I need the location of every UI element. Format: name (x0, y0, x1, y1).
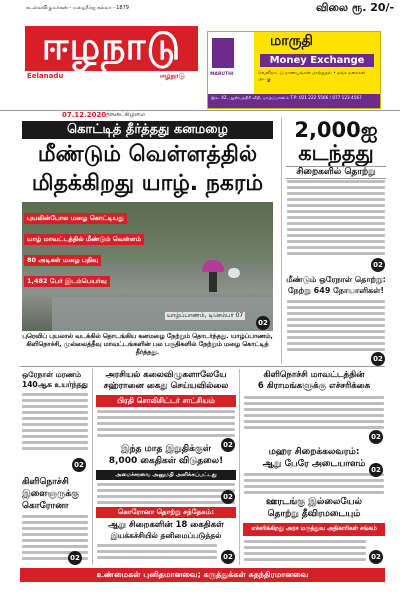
left2-headline-3: கொரோனா (22, 501, 69, 511)
right-mid-page: 02 (371, 352, 385, 366)
right-top-sub: சிறைகளில் தொற்று (286, 166, 386, 179)
right1-body (244, 396, 384, 432)
mid3-bar: கொரோனா தொற்று சந்தேகம்: (96, 507, 236, 518)
right1-headline-2: 6 கிராமங்களுக்கு எச்சரிக்கை (257, 381, 371, 391)
lead-page-number: 02 (256, 316, 270, 330)
mid3-body (97, 544, 217, 564)
right-mid-body (287, 300, 385, 354)
lead-kicker: கொட்டித் தீர்த்தது கனமழை (22, 121, 273, 139)
photo-umbrella (202, 260, 224, 272)
lead-headline-2: மிதக்கிறது யாழ். நகரம் (31, 171, 264, 196)
right2-headline-1: மஹர சிறைக்கலவரம்: (268, 447, 360, 457)
lead-summary: புரெவிப் புயலால் வடக்கில் தொடங்கிய கனமழை நேற்றும் தொடர்ந்தது. யாழ்ப்பாணம், கிளிநொச்சி, முல்லைத்தீவு மாவட்டங்களின் பல பகுதிகளில் நேற்றும் மழை கொட்டித் தீர்த்தது. (22, 333, 273, 357)
mid3-headline-2: இயக்கச்சியில் தனிமைப்படுத்தல் (110, 531, 222, 540)
lead-photo-caption: யாழ்ப்பாணம், டிசெம்பர் 07 (167, 312, 244, 319)
dateline-date: 07.12.2020 (62, 111, 107, 119)
left1-headline-2: 140ஆக உயர்ந்தது (22, 380, 88, 389)
mid2-headline-1: இந்த மாத இறுதிக்குள் (121, 444, 211, 454)
price: விலை ரூ. 20/- (316, 1, 395, 14)
masthead (25, 26, 198, 71)
lead-bullet: 1,482 பேர் இடம்பெயர்வு (24, 276, 110, 287)
right3-headline-2: தொற்று தீவிரமடையும் (267, 509, 361, 519)
right3-body (244, 540, 366, 564)
col-rule-2 (239, 369, 240, 565)
mid1-headline-2: சஹ்ரானை கைது செய்யவில்லை (103, 381, 229, 391)
right3-bar: எச்சரிக்கிறது அரச மருத்துவ அதிகாரிகள் சங்கம் (243, 523, 385, 536)
photo-rider (209, 272, 217, 292)
right-top-body (287, 180, 385, 258)
photo-umbrella-2 (228, 268, 240, 278)
lead-bullets (24, 205, 194, 287)
right3-headline-1: ஊரடங்கு இல்லையேல் (266, 497, 362, 507)
masthead-logo: ஈழநாடு (41, 24, 182, 68)
left1-body (22, 393, 88, 455)
right1-page: 02 (369, 430, 383, 444)
left1-page: 02 (72, 458, 86, 472)
mid3-headline-1: ஆறு சிறைகளின் 18 கைதிகள் (108, 520, 224, 530)
left2-headline-1: கிளிநொச்சி (22, 477, 69, 487)
dateline-day: திங்கட்கிழமை (106, 111, 146, 118)
right-top-page: 02 (371, 258, 385, 272)
footer-motto: உண்மைகள் புனிதமானவை; கருத்துக்கள் சுதந்திரமானவை (20, 568, 385, 582)
masthead-divider (0, 110, 400, 111)
col-rule-1 (92, 369, 93, 565)
right3-page: 02 (369, 550, 383, 564)
ad-photo-placeholder (212, 38, 234, 68)
ad-address: இல. 42, ஆஸ்பத்திரி வீதி, யாழ்ப்பாணம் T.P: 021 222 5566 / 077 123 4567 (208, 94, 380, 108)
top-small-text: கடல்லவிழுமக்கன் - மழைநீர்ஜ கல்லா - 1879 (26, 5, 129, 11)
right-mid-headline-2: நேற்று 649 நோயாளிகள்! (287, 286, 385, 295)
mid1-bar: பிரதி சொலிசிட்டர் சாட்சியம் (96, 395, 236, 407)
right1-headline-1: கிளிநொச்சி மாவட்டத்தின் (263, 370, 365, 380)
ad-brand: மாருதி (270, 33, 314, 49)
mid2-page: 02 (221, 490, 235, 504)
right-mid-headline-1: மீண்டும் ஒரேநாள் தொற்று: (286, 275, 386, 284)
mid3-page: 02 (221, 550, 235, 564)
left1-headline-1: ஒரேநாள் மரணம் (22, 370, 82, 379)
mid1-body (97, 410, 235, 438)
mid1-page: 02 (221, 438, 235, 452)
right2-headline-2: ஆறு பேரே அடையாளம் (262, 459, 366, 469)
ad-title: Money Exchange (260, 54, 374, 67)
lead-bullet: 80 அடிகள் மழை பதிவு (24, 255, 101, 266)
right-column-rule (281, 118, 282, 364)
right2-body (244, 473, 384, 495)
right-top-big: 2,000ஐ (294, 118, 378, 142)
lead-bullet: யாழ் மாவட்டத்தில் மீண்டும் வெள்ளம் (24, 234, 144, 245)
lead-bullet: புயலின்போல மழை கொட்டியது (24, 213, 127, 224)
mid2-body (97, 483, 235, 505)
mid2-bar: அமைச்சரவை அனுமதி அளிக்கப்பட்டது (96, 470, 236, 480)
ad-maruthi (207, 31, 381, 109)
masthead-sub-right: ஈழநாடு (160, 72, 185, 80)
left2-headline-2: இளைஞருக்கு (22, 489, 80, 499)
masthead-sub-left: Eelanadu (27, 72, 64, 80)
left2-page: 02 (68, 551, 82, 565)
lead-headline-1: மீண்டும் வெள்ளத்தில் (37, 142, 258, 167)
section-divider (20, 366, 385, 367)
right2-page: 02 (369, 463, 383, 477)
mid1-headline-1: அரசியல் கலைவிழுகளாலேயே (105, 370, 227, 380)
right-top-big2: கடந்தது (298, 141, 374, 165)
ad-lines: வெளிநாட்டு நாணயங்கள் மாற்றுதல் • தங்க நகைகள் அடகு (258, 71, 366, 82)
mid2-headline-2: 8,000 கைதிகள் விடுதலை! (108, 456, 224, 466)
ad-small-logo: MARUTHI (210, 72, 234, 77)
